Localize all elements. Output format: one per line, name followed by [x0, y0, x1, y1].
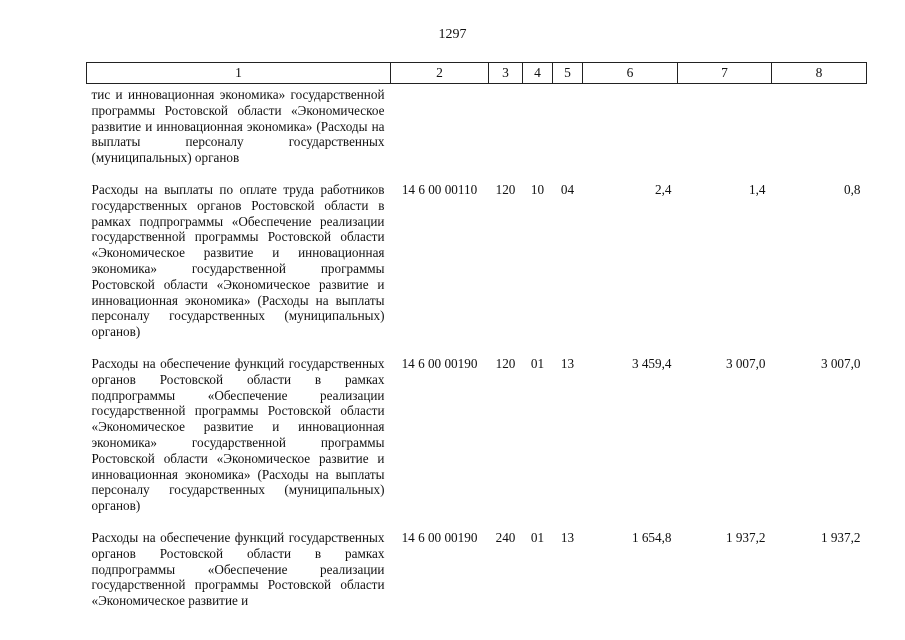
- column-header-8: 8: [772, 63, 867, 84]
- row-expense-type: 120: [495, 181, 516, 197]
- row-expense-type: 120: [495, 355, 516, 371]
- row-value-3: 0,8: [844, 181, 861, 197]
- table-row: [87, 172, 867, 346]
- table-row: [87, 520, 867, 615]
- row-section: 01: [530, 355, 545, 371]
- row-section: 01: [530, 529, 545, 545]
- budget-table: [86, 62, 867, 615]
- row-target-code: [391, 84, 489, 172]
- row-expense-type: [489, 84, 523, 172]
- row-subsection: 13: [560, 355, 575, 371]
- row-section: [523, 84, 553, 172]
- row-value-2: [678, 84, 772, 172]
- row-expense-type: 240: [495, 529, 516, 545]
- row-value-3: 3 007,0: [820, 355, 861, 371]
- row-value-3: [772, 84, 867, 172]
- row-description: Расходы на выплаты по оплате труда работников государственных органов Ростовской области в рамках подпрограммы «Обеспечение реализации государственной программы Ростовской области «Экономическое развитие и инновационная экономика» государственной программы Ростовской области «Экономическое развитие и инновационная экономика» (Расходы на выплаты персоналу государственных (муниципальных) органов): [91, 181, 385, 340]
- row-value-1: 3 459,4: [631, 355, 672, 371]
- row-value-2: 3 007,0: [725, 355, 766, 371]
- row-target-code: 14 6 00 00190: [401, 355, 478, 371]
- row-value-1: 1 654,8: [631, 529, 672, 545]
- header-row: [87, 63, 867, 84]
- column-header-7: 7: [678, 63, 772, 84]
- row-target-code: 14 6 00 00190: [401, 529, 478, 545]
- row-subsection: 04: [560, 181, 575, 197]
- page-number: 1297: [438, 27, 467, 42]
- column-header-2: 2: [391, 63, 489, 84]
- row-value-1: [583, 84, 678, 172]
- row-value-1: 2,4: [655, 181, 672, 197]
- row-target-code: 14 6 00 00110: [401, 181, 478, 197]
- row-value-2: 1,4: [749, 181, 766, 197]
- column-header-6: 6: [583, 63, 678, 84]
- column-header-1: 1: [87, 63, 391, 84]
- row-description: Расходы на обеспечение функций государственных органов Ростовской области в рамках подпрограммы «Обеспечение реализации государственной программы Ростовской области «Экономическое развитие и инновационная экономика» государственной программы Ростовской области «Экономическое развитие и инновационная экономика» (Расходы на выплаты персоналу государственных (муниципальных) органов): [91, 355, 385, 514]
- table-row: [87, 84, 867, 172]
- row-value-2: 1 937,2: [725, 529, 766, 545]
- row-subsection: 13: [560, 529, 575, 545]
- column-header-3: 3: [489, 63, 523, 84]
- column-header-4: 4: [523, 63, 553, 84]
- row-value-3: 1 937,2: [820, 529, 861, 545]
- row-subsection: [553, 84, 583, 172]
- row-description: Расходы на обеспечение функций государственных органов Ростовской области в рамках подпрограммы «Обеспечение реализации государственной программы Ростовской области «Экономическое развитие и: [91, 529, 385, 609]
- row-description: тис и инновационная экономика» государственной программы Ростовской области «Экономическое развитие и инновационная экономика» (Расходы на выплаты персоналу государственных (муниципальных) органов: [91, 87, 385, 166]
- column-header-5: 5: [553, 63, 583, 84]
- table-row: [87, 346, 867, 520]
- row-section: 10: [530, 181, 545, 197]
